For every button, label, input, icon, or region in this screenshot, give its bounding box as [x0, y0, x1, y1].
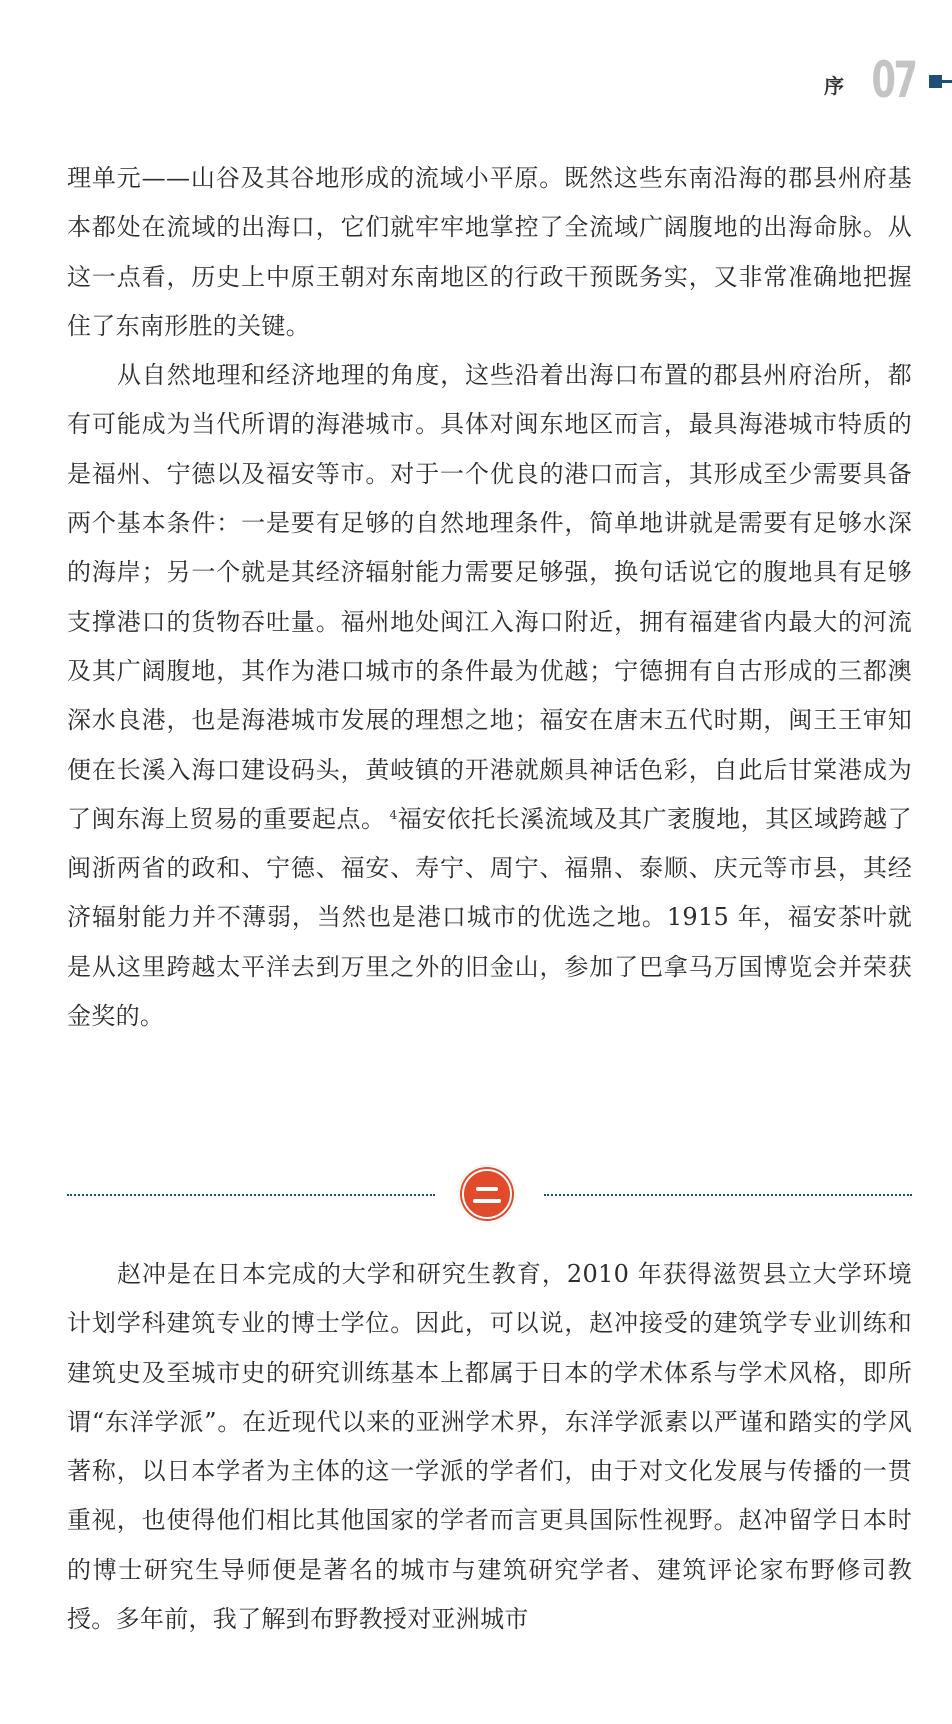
page-header	[692, 52, 952, 112]
dotted-rule	[67, 1194, 435, 1196]
dotted-rule	[544, 1194, 912, 1196]
paragraph: 赵冲是在日本完成的大学和研究生教育，2010 年获得滋贺县立大学环境计划学科建筑专业的博士学位。因此，可以说，赵冲接受的建筑学专业训练和建筑史及至城市史的研究训练基本上都属于日本的学术体系与学术风格，即所谓“东洋学派”。在近现代以来的亚洲学术界，东洋学派素以严谨和踏实的学风著称，以日本学者为主体的这一学派的学者们，由于对文化发展与传播的一贯重视，也使得他们相比其他国家的学者而言更具国际性视野。赵冲留学日本时的博士研究生导师便是著名的城市与建筑研究学者、建筑评论家布野修司教授。多年前，我了解到布野教授对亚洲城市	[67, 1260, 912, 1634]
section-number-badge	[458, 1165, 516, 1223]
section-numeral-glyph	[473, 1181, 501, 1207]
section-two	[67, 1250, 912, 1644]
paragraph: 理单元——山谷及其谷地形成的流域小平原。既然这些东南沿海的郡县州府基本都处在流域的出海口，它们就牢牢地掌控了全流域广阔腹地的出海命脉。从这一点看，历史上中原王朝对东南地区的行政干预既务实，又非常准确地把握住了东南形胜的关键。	[67, 164, 912, 340]
page-number: 07	[871, 51, 916, 109]
section-label: 序	[824, 74, 844, 98]
footnote-mark[interactable]: 4	[389, 807, 398, 822]
section-divider	[67, 1165, 912, 1225]
header-accent-line	[940, 80, 952, 83]
numeral-stroke	[473, 1199, 501, 1203]
numeral-stroke	[476, 1187, 498, 1191]
paragraph	[67, 351, 912, 1041]
section-one	[67, 154, 912, 1041]
paragraph-text: 福安依托长溪流域及其广袤腹地，其区域跨越了闽浙两省的政和、宁德、福安、寿宁、周宁、福鼎、泰顺、庆元等市县，其经济辐射能力并不薄弱，当然也是港口城市的优选之地。1915 年，福安茶叶就是从这里跨越太平洋去到万里之外的旧金山，参加了巴拿马万国博览会并荣获金奖的。	[67, 804, 912, 1031]
paragraph-text: 从自然地理和经济地理的角度，这些沿着出海口布置的郡县州府治所，都有可能成为当代所谓的海港城市。具体对闽东地区而言，最具海港城市特质的是福州、宁德以及福安等市。对于一个优良的港口而言，其形成至少需要具备两个基本条件：一是要有足够的自然地理条件，简单地讲就是需要有足够水深的海岸；另一个就是其经济辐射能力需要足够强，换句话说它的腹地具有足够支撑港口的货物吞吐量。福州地处闽江入海口附近，拥有福建省内最大的河流及其广阔腹地，其作为港口城市的条件最为优越；宁德拥有自古形成的三都澳深水良港，也是海港城市发展的理想之地；福安在唐末五代时期，闽王王审知便在长溪入海口建设码头，黄岐镇的开港就颇具神话色彩，自此后甘棠港成为了闽东海上贸易的重要起点。	[67, 361, 912, 833]
